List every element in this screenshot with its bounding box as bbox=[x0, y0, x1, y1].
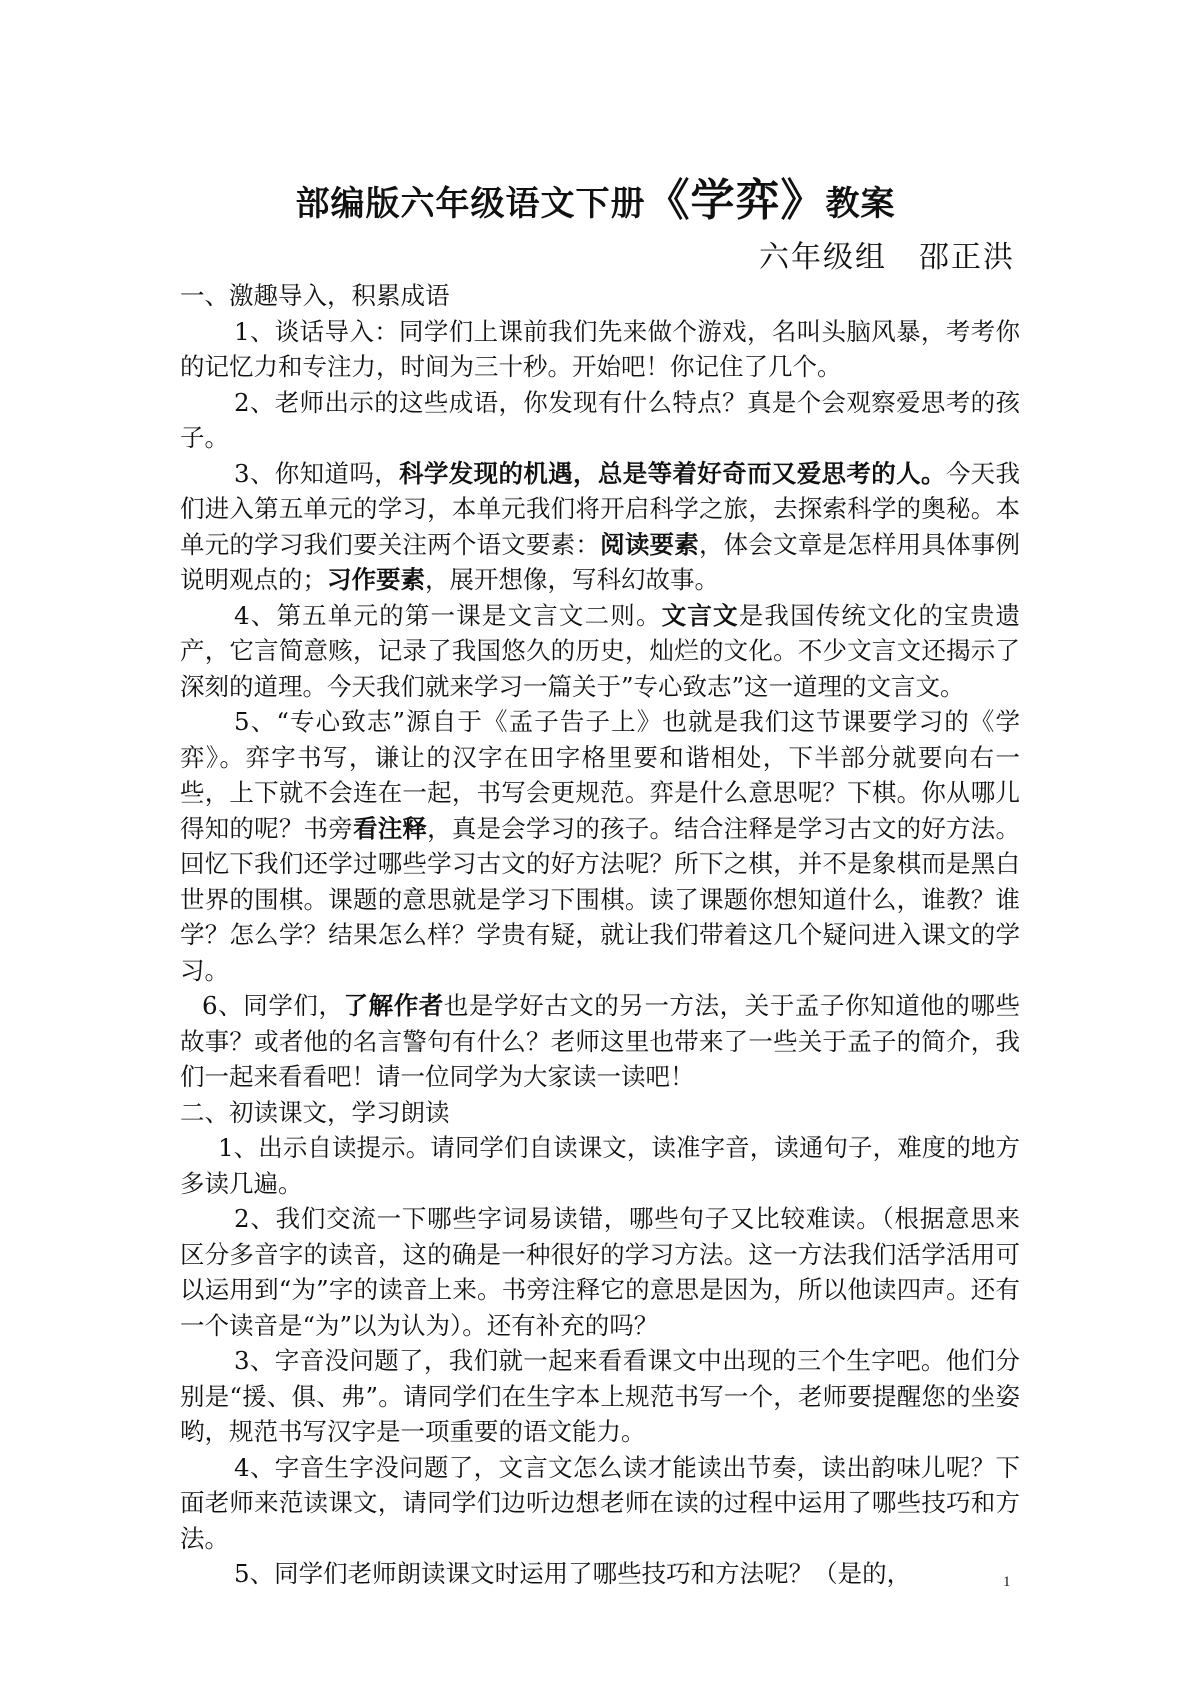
text-run: 今天我们进入第五单元的学习，本单元我们将开启科学之旅，去探索科学的奥秘。本单元的学习我们要关注两个语文要素： bbox=[180, 458, 1021, 559]
text-run: ，真是会学习的孩子。结合注释是学习古文的好方法。回忆下我们还学过哪些学习古文的好方法呢？所下之棋，并不是象棋而是黑白世界的围棋。课题的意思就是学习下围棋。读了课题你想知道什么，谁教？谁学？怎么学？结果怎么样？学贵有疑，就让我们带着这几个疑问进入课文的学习。 bbox=[180, 813, 1021, 985]
section-heading-2: 二、初读课文，学习朗读 bbox=[180, 1097, 450, 1127]
section-heading-1: 一、激趣导入，积累成语 bbox=[180, 281, 450, 310]
title-suffix: 教案 bbox=[825, 184, 896, 224]
page-number: 1 bbox=[1003, 1574, 1011, 1590]
paragraph-2-1: 1、出示自读提示。请同学们自读课文，读准字音，读通句子，难度的地方多读几遍。 bbox=[180, 1133, 1020, 1198]
text-run: 3、你知道吗， bbox=[234, 458, 400, 488]
paragraph-2-5: 5、同学们老师朗读课文时运用了哪些技巧和方法呢？（是的， bbox=[234, 1559, 912, 1588]
bold-phrase: 了解作者 bbox=[343, 991, 444, 1020]
paragraph-2-2: 2、我们交流一下哪些字词易读错，哪些句子又比较难读。（根据意思来区分多音字的读音，这的确是一种很好的学习方法。这一方法我们活学活用可以运用到“为”字的读音上来。书旁注释它的意思是因为，所以他读四声。还有一个读音是“为”以为认为）。还有补充的吗？ bbox=[180, 1204, 1020, 1340]
author-line: 六年级组 邵正洪 bbox=[759, 240, 1015, 275]
text-run: ，展开想像，写科幻故事。 bbox=[425, 565, 719, 594]
text-run: 是我国传统文化的宝贵遗产，它言简意赅，记录了我国悠久的历史，灿烂的文化。不少文言文还揭示了深刻的道理。今天我们就来学习一篇关于”专心致志”这一道理的文言文。 bbox=[180, 600, 1021, 701]
text-run: 6、同学们， bbox=[202, 991, 344, 1020]
bold-phrase: 阅读要素 bbox=[600, 529, 699, 559]
bold-phrase: 习作要素 bbox=[327, 565, 425, 594]
document-body bbox=[180, 278, 1020, 1592]
text-run: 5、“专心致志”源自于《孟子告子上》也就是我们这节课要学习的《学弈》。弈字书写，谦让的汉字在田字格里要和谐相处，下半部分就要向右一些，上下就不会连在一起，书写会更规范。弈是什么意思呢？下棋。你从哪儿得知的呢？书旁 bbox=[180, 707, 1020, 843]
text-run: ，体会文章是怎样用具体事例说明观点的； bbox=[180, 529, 1021, 594]
bold-phrase: 科学发现的机遇，总是等着好奇而又爱思考的人。 bbox=[399, 458, 946, 488]
paragraph-1-1: 1、谈话导入：同学们上课前我们先来做个游戏，名叫头脑风暴，考考你的记忆力和专注力，时间为三十秒。开始吧！你记住了几个。 bbox=[180, 316, 1020, 381]
paragraph-1-5 bbox=[180, 704, 1020, 988]
paragraph-2-3: 3、字音没问题了，我们就一起来看看课文中出现的三个生字吧。他们分别是“援、俱、弗”。请同学们在生字本上规范书写一个，老师要提醒您的坐姿哟，规范书写汉字是一项重要的语文能力。 bbox=[180, 1346, 1020, 1446]
paragraph-1-4 bbox=[180, 598, 1020, 705]
title-prefix: 部编版六年级语文下册 bbox=[295, 184, 646, 224]
paragraph-2-4: 4、字音生字没问题了，文言文怎么读才能读出节奏，读出韵味儿呢？下面老师来范读课文，请同学们边听边想老师在读的过程中运用了哪些技巧和方法。 bbox=[180, 1452, 1020, 1553]
document-title bbox=[0, 164, 1191, 228]
paragraph-1-6 bbox=[180, 988, 1020, 1095]
bold-phrase: 看注释 bbox=[352, 813, 428, 843]
paragraph-1-3 bbox=[180, 456, 1020, 598]
bold-phrase: 文言文 bbox=[661, 600, 739, 630]
text-run: 4、第五单元的第一课是文言文二则。 bbox=[234, 600, 662, 630]
paragraph-1-2: 2、老师出示的这些成语，你发现有什么特点？真是个会观察爱思考的孩子。 bbox=[180, 387, 1020, 452]
text-run: 也是学好古文的另一方法，关于孟子你知道他的哪些故事？或者他的名言警句有什么？老师这里也带来了一些关于孟子的简介，我们一起来看看吧！请一位同学为大家读一读吧！ bbox=[180, 991, 1021, 1091]
title-lesson-name: 《学弈》 bbox=[645, 175, 826, 226]
